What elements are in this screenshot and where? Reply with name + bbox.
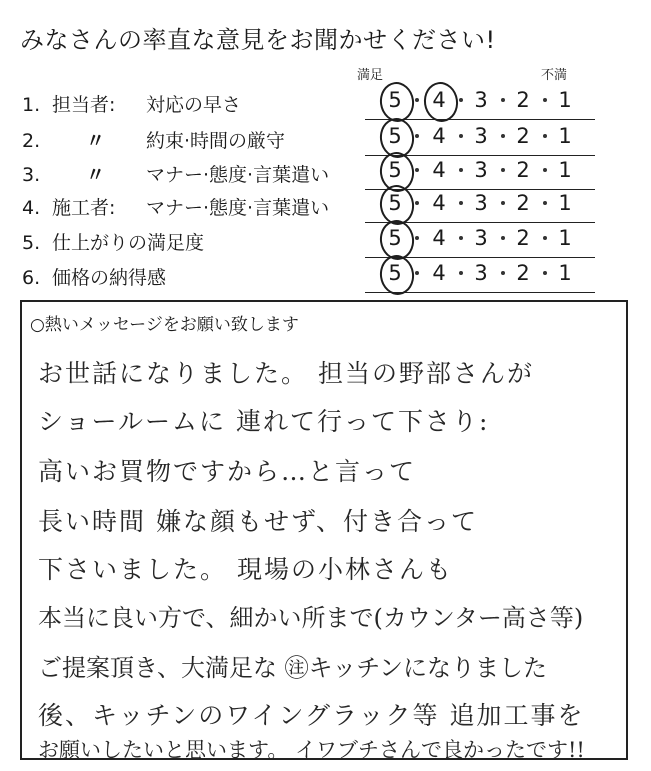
question-item: マナー·態度·言葉遣い xyxy=(146,164,330,186)
separator-dot xyxy=(415,271,419,275)
message-line: 後、キッチンのワイングラック等 追加工事を xyxy=(38,701,585,730)
rating-option[interactable]: 2 xyxy=(516,226,530,250)
separator-dot xyxy=(415,201,419,205)
message-line: 高いお買物ですから…と言って xyxy=(38,457,417,486)
separator-dot xyxy=(415,98,419,102)
question-text xyxy=(22,126,285,153)
message-line: ご提案頂き、大満足な ㊟キッチンになりました xyxy=(38,654,547,682)
rating-option[interactable]: 1 xyxy=(558,124,572,148)
rating-option[interactable]: 2 xyxy=(516,88,530,112)
question-item: 対応の早さ xyxy=(146,94,242,116)
question-row xyxy=(22,263,632,293)
rating-option[interactable]: 4 xyxy=(432,261,446,285)
ditto-mark: 〃 xyxy=(86,164,106,186)
rating-scale xyxy=(365,158,585,188)
rating-option[interactable]: 3 xyxy=(474,88,488,112)
separator-dot xyxy=(459,134,463,138)
rating-option[interactable]: 5 xyxy=(385,261,405,285)
rating-option[interactable]: 4 xyxy=(432,158,446,182)
circled-mark xyxy=(421,80,460,124)
question-row xyxy=(22,193,632,223)
separator-dot xyxy=(501,271,505,275)
rating-option[interactable]: 4 xyxy=(429,88,449,112)
rating-option[interactable]: 3 xyxy=(474,191,488,215)
question-item: 価格の納得感 xyxy=(52,267,167,289)
question-row xyxy=(22,228,632,258)
rating-option[interactable]: 2 xyxy=(516,191,530,215)
separator-dot xyxy=(501,98,505,102)
question-number: 5. xyxy=(22,232,41,254)
separator-dot xyxy=(543,271,547,275)
question-number: 3. xyxy=(22,164,41,186)
separator-dot xyxy=(415,236,419,240)
rating-option[interactable]: 3 xyxy=(474,158,488,182)
message-line: ショールームに 連れて行って下さり: xyxy=(38,407,490,436)
survey-title: みなさんの率直な意見をお聞かせください! xyxy=(20,26,496,54)
rating-option[interactable]: 4 xyxy=(432,226,446,250)
rating-scale xyxy=(365,261,585,291)
rating-scale xyxy=(365,88,585,118)
separator-dot xyxy=(501,168,505,172)
rating-option[interactable]: 4 xyxy=(432,124,446,148)
message-box xyxy=(20,300,628,760)
separator-dot xyxy=(501,236,505,240)
rating-option[interactable]: 5 xyxy=(385,88,405,112)
question-text xyxy=(22,160,329,187)
question-category: 施工者: xyxy=(52,197,116,219)
question-item: 約束·時間の厳守 xyxy=(146,130,286,152)
rating-option[interactable]: 3 xyxy=(474,226,488,250)
separator-dot xyxy=(543,168,547,172)
question-text xyxy=(22,228,204,255)
rating-option[interactable]: 5 xyxy=(385,191,405,215)
separator-dot xyxy=(415,134,419,138)
separator-dot xyxy=(543,134,547,138)
circled-mark xyxy=(377,253,416,297)
question-category: 担当者: xyxy=(52,94,116,116)
rating-option[interactable]: 4 xyxy=(432,191,446,215)
rating-option[interactable]: 1 xyxy=(558,88,572,112)
rating-option[interactable]: 5 xyxy=(385,158,405,182)
rating-scale xyxy=(365,226,585,256)
separator-dot xyxy=(459,201,463,205)
question-number: 6. xyxy=(22,267,41,289)
rating-option[interactable]: 5 xyxy=(385,124,405,148)
question-number: 4. xyxy=(22,197,41,219)
message-prompt: ○熱いメッセージをお願い致します xyxy=(30,315,299,335)
message-line: 本当に良い方で、細かい所まで(カウンター高さ等) xyxy=(38,604,584,632)
rating-option[interactable]: 2 xyxy=(516,124,530,148)
separator-dot xyxy=(501,201,505,205)
question-item: 仕上がりの満足度 xyxy=(52,232,205,254)
rating-option[interactable]: 1 xyxy=(558,261,572,285)
rating-option[interactable]: 2 xyxy=(516,158,530,182)
separator-dot xyxy=(543,201,547,205)
ditto-mark: 〃 xyxy=(86,130,106,152)
question-row xyxy=(22,126,632,156)
separator-dot xyxy=(459,168,463,172)
rating-option[interactable]: 2 xyxy=(516,261,530,285)
message-line: 長い時間 嫌な顔もせず、付き合って xyxy=(38,507,478,536)
rating-option[interactable]: 5 xyxy=(385,226,405,250)
separator-dot xyxy=(415,168,419,172)
rating-option[interactable]: 1 xyxy=(558,191,572,215)
separator-dot xyxy=(459,236,463,240)
separator-dot xyxy=(501,134,505,138)
separator-dot xyxy=(543,98,547,102)
rating-option[interactable]: 1 xyxy=(558,158,572,182)
rating-option[interactable]: 3 xyxy=(474,261,488,285)
message-line: お願いしたいと思います。 イワブチさんで良かったです!! xyxy=(38,738,585,762)
scale-label-dissatisfied: 不満 xyxy=(541,68,568,83)
rating-scale xyxy=(365,124,585,154)
separator-dot xyxy=(459,271,463,275)
question-text xyxy=(22,263,166,290)
rating-option[interactable]: 1 xyxy=(558,226,572,250)
question-number: 2. xyxy=(22,130,41,152)
separator-dot xyxy=(459,98,463,102)
rating-option[interactable]: 3 xyxy=(474,124,488,148)
rating-scale xyxy=(365,191,585,221)
message-line: 下さいました。 現場の小林さんも xyxy=(38,555,453,584)
question-item: マナー·態度·言葉遣い xyxy=(146,197,330,219)
question-text xyxy=(22,90,241,117)
question-row xyxy=(22,160,632,190)
scale-label-satisfied: 満足 xyxy=(357,68,384,83)
question-number: 1. xyxy=(22,94,41,116)
question-text xyxy=(22,193,329,220)
message-line: お世話になりました。 担当の野部さんが xyxy=(38,359,534,388)
separator-dot xyxy=(543,236,547,240)
question-row xyxy=(22,90,632,120)
